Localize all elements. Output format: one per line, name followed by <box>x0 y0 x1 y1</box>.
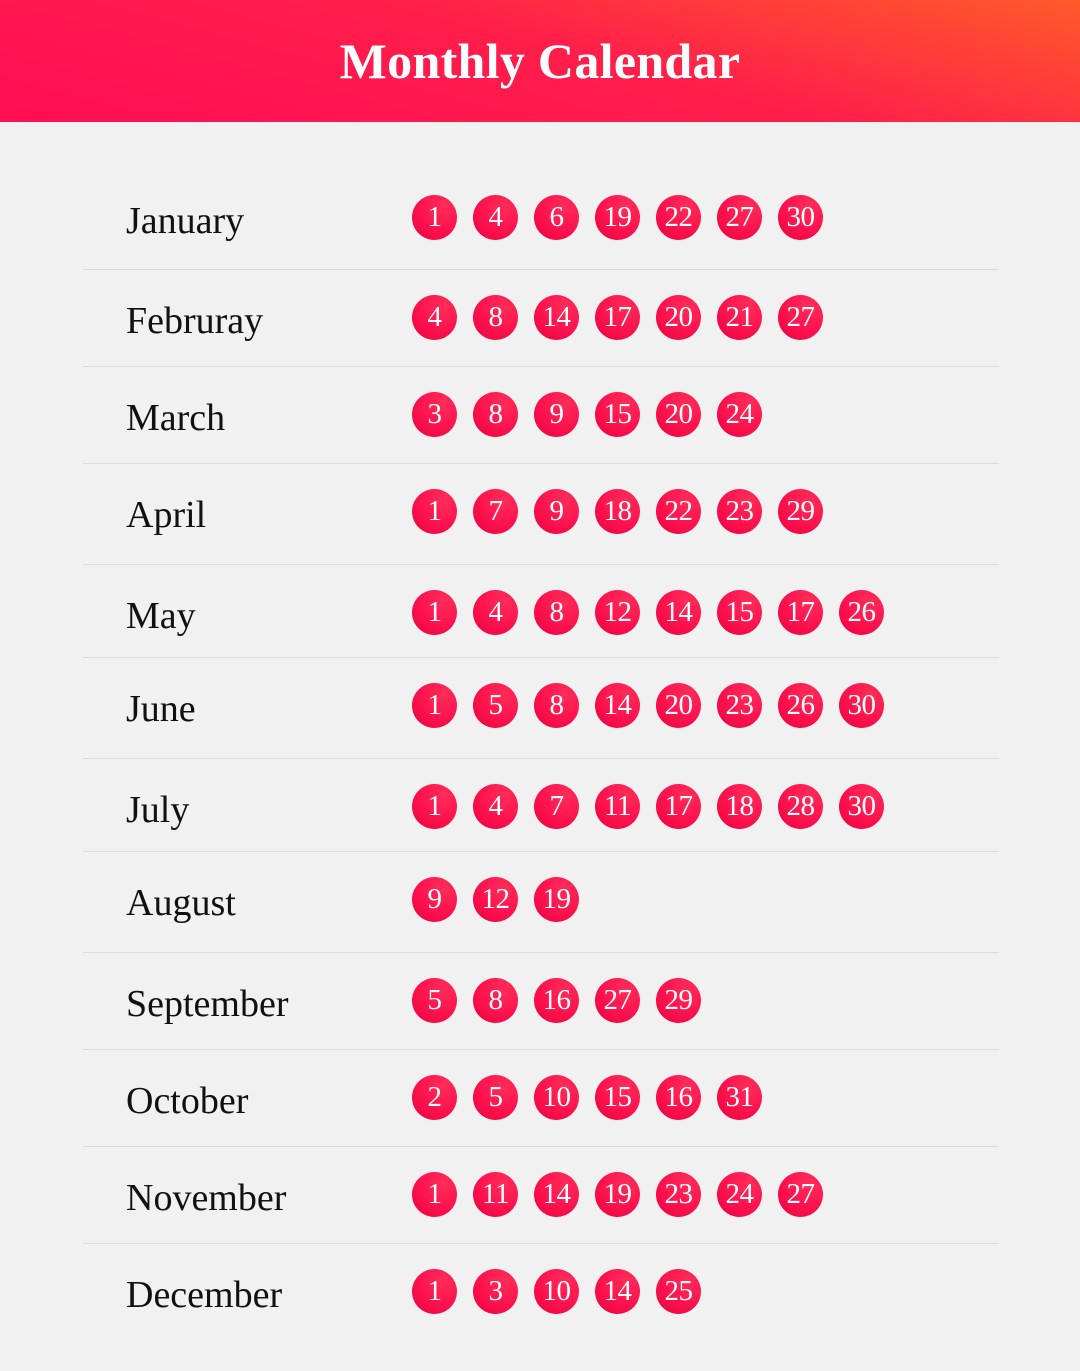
day-badge[interactable]: 1 <box>412 489 457 534</box>
day-badge[interactable]: 29 <box>656 978 701 1023</box>
day-badge[interactable]: 21 <box>717 295 762 340</box>
day-badge[interactable]: 27 <box>778 1172 823 1217</box>
day-list <box>412 877 579 922</box>
day-badge[interactable]: 12 <box>473 877 518 922</box>
day-badge[interactable]: 4 <box>412 295 457 340</box>
month-row-july <box>83 759 999 852</box>
page-title: Monthly Calendar <box>339 33 741 89</box>
day-list <box>412 392 762 437</box>
day-badge[interactable]: 19 <box>595 195 640 240</box>
day-badge[interactable]: 26 <box>839 590 884 635</box>
day-badge[interactable]: 4 <box>473 195 518 240</box>
day-badge[interactable]: 7 <box>473 489 518 534</box>
day-badge[interactable]: 1 <box>412 590 457 635</box>
day-badge[interactable]: 24 <box>717 1172 762 1217</box>
day-list <box>412 295 823 340</box>
day-badge[interactable]: 27 <box>595 978 640 1023</box>
day-badge[interactable]: 23 <box>717 683 762 728</box>
day-badge[interactable]: 20 <box>656 392 701 437</box>
day-badge[interactable]: 14 <box>656 590 701 635</box>
month-row-august <box>83 852 999 953</box>
day-badge[interactable]: 17 <box>595 295 640 340</box>
day-badge[interactable]: 23 <box>656 1172 701 1217</box>
day-badge[interactable]: 15 <box>595 392 640 437</box>
month-label: July <box>126 789 190 831</box>
day-badge[interactable]: 15 <box>595 1075 640 1120</box>
day-badge[interactable]: 14 <box>534 1172 579 1217</box>
month-label: May <box>126 595 196 637</box>
day-badge[interactable]: 18 <box>595 489 640 534</box>
month-label: January <box>126 200 245 242</box>
day-badge[interactable]: 4 <box>473 590 518 635</box>
day-badge[interactable]: 16 <box>656 1075 701 1120</box>
day-badge[interactable]: 12 <box>595 590 640 635</box>
day-badge[interactable]: 1 <box>412 195 457 240</box>
day-badge[interactable]: 14 <box>534 295 579 340</box>
month-label: October <box>126 1080 249 1122</box>
month-row-january <box>83 170 999 270</box>
day-badge[interactable]: 10 <box>534 1269 579 1314</box>
month-row-march <box>83 367 999 464</box>
day-badge[interactable]: 25 <box>656 1269 701 1314</box>
month-label: August <box>126 882 236 924</box>
day-badge[interactable]: 19 <box>595 1172 640 1217</box>
day-list <box>412 784 884 829</box>
month-label: March <box>126 397 226 439</box>
day-badge[interactable]: 1 <box>412 1172 457 1217</box>
day-badge[interactable]: 1 <box>412 683 457 728</box>
day-badge[interactable]: 20 <box>656 295 701 340</box>
day-list <box>412 683 884 728</box>
day-badge[interactable]: 30 <box>839 784 884 829</box>
day-badge[interactable]: 20 <box>656 683 701 728</box>
day-badge[interactable]: 6 <box>534 195 579 240</box>
month-label: September <box>126 983 289 1025</box>
day-badge[interactable]: 3 <box>412 392 457 437</box>
day-badge[interactable]: 1 <box>412 784 457 829</box>
month-label: April <box>126 494 207 536</box>
day-badge[interactable]: 9 <box>412 877 457 922</box>
day-badge[interactable]: 11 <box>595 784 640 829</box>
day-badge[interactable]: 7 <box>534 784 579 829</box>
day-badge[interactable]: 15 <box>717 590 762 635</box>
day-list <box>412 978 701 1023</box>
day-badge[interactable]: 8 <box>473 392 518 437</box>
day-badge[interactable]: 30 <box>778 195 823 240</box>
day-badge[interactable]: 10 <box>534 1075 579 1120</box>
day-badge[interactable]: 22 <box>656 489 701 534</box>
day-badge[interactable]: 16 <box>534 978 579 1023</box>
day-badge[interactable]: 8 <box>534 590 579 635</box>
day-badge[interactable]: 28 <box>778 784 823 829</box>
day-badge[interactable]: 24 <box>717 392 762 437</box>
day-badge[interactable]: 5 <box>412 978 457 1023</box>
day-badge[interactable]: 8 <box>534 683 579 728</box>
day-badge[interactable]: 8 <box>473 978 518 1023</box>
day-badge[interactable]: 30 <box>839 683 884 728</box>
month-row-april <box>83 464 999 565</box>
day-list <box>412 1172 823 1217</box>
month-row-februray <box>83 270 999 367</box>
day-list <box>412 1075 762 1120</box>
day-list <box>412 489 823 534</box>
month-row-december <box>83 1244 999 1341</box>
day-badge[interactable]: 31 <box>717 1075 762 1120</box>
day-badge[interactable]: 14 <box>595 1269 640 1314</box>
day-badge[interactable]: 8 <box>473 295 518 340</box>
day-list <box>412 195 823 240</box>
day-badge[interactable]: 27 <box>778 295 823 340</box>
month-row-november <box>83 1147 999 1244</box>
page-header <box>0 0 1080 122</box>
day-badge[interactable]: 9 <box>534 489 579 534</box>
day-list <box>412 1269 701 1314</box>
day-badge[interactable]: 3 <box>473 1269 518 1314</box>
month-label: December <box>126 1274 283 1316</box>
day-badge[interactable]: 11 <box>473 1172 518 1217</box>
day-badge[interactable]: 4 <box>473 784 518 829</box>
day-badge[interactable]: 26 <box>778 683 823 728</box>
day-badge[interactable]: 2 <box>412 1075 457 1120</box>
day-badge[interactable]: 17 <box>778 590 823 635</box>
day-badge[interactable]: 18 <box>717 784 762 829</box>
month-label: June <box>126 688 196 730</box>
day-badge[interactable]: 5 <box>473 683 518 728</box>
month-label: Februray <box>126 300 264 342</box>
month-label: November <box>126 1177 287 1219</box>
month-row-june <box>83 658 999 759</box>
day-badge[interactable]: 1 <box>412 1269 457 1314</box>
day-badge[interactable]: 23 <box>717 489 762 534</box>
day-badge[interactable]: 14 <box>595 683 640 728</box>
month-row-october <box>83 1050 999 1147</box>
day-badge[interactable]: 22 <box>656 195 701 240</box>
day-badge[interactable]: 17 <box>656 784 701 829</box>
day-badge[interactable]: 9 <box>534 392 579 437</box>
month-row-may <box>83 565 999 658</box>
day-badge[interactable]: 19 <box>534 877 579 922</box>
month-row-september <box>83 953 999 1050</box>
day-badge[interactable]: 27 <box>717 195 762 240</box>
day-badge[interactable]: 5 <box>473 1075 518 1120</box>
day-list <box>412 590 884 635</box>
day-badge[interactable]: 29 <box>778 489 823 534</box>
